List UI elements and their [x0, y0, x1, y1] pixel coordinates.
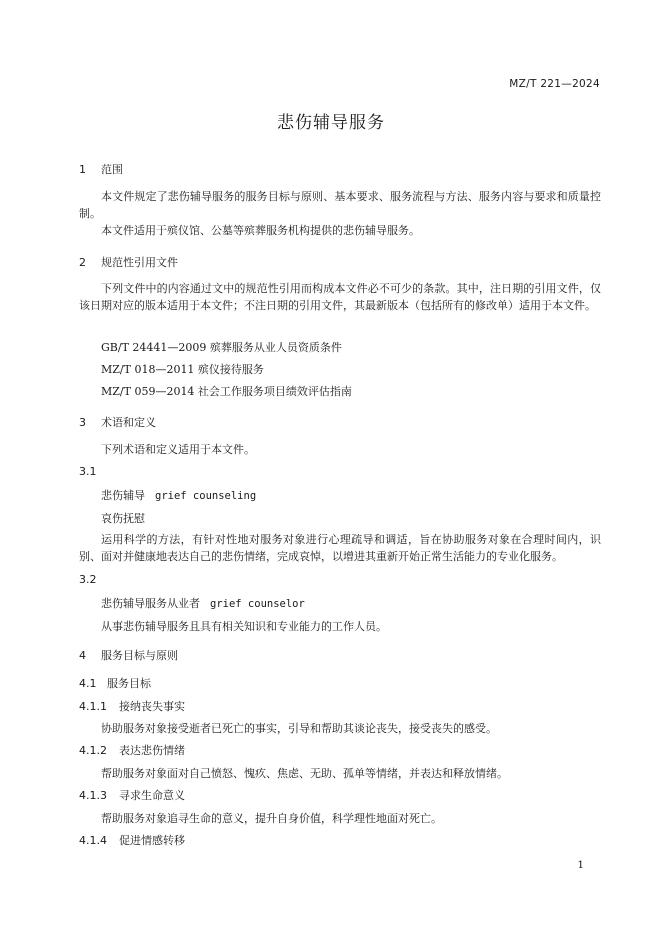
document-title: 悲伤辅导服务 — [277, 113, 385, 133]
section-title: 范围 — [101, 163, 123, 176]
clause-number: 4.1.4 — [79, 834, 107, 847]
paragraph: 本文件规定了悲伤辅导服务的服务目标与原则、基本要求、服务流程与方法、服务内容与要求和质量控制。 — [79, 190, 601, 220]
section-title: 术语和定义 — [101, 416, 156, 429]
term-english: grief counseling — [155, 490, 257, 502]
clause-text: 帮助服务对象追寻生命的意义，提升自身价值，科学理性地面对死亡。 — [101, 812, 442, 825]
term-english: grief counselor — [210, 598, 305, 610]
reference-item: MZ/T 059—2014 社会工作服务项目绩效评估指南 — [101, 385, 352, 398]
section-number: 4 — [79, 649, 86, 662]
reference-item: GB/T 24441—2009 殡葬服务从业人员资质条件 — [101, 341, 342, 354]
subsection-heading — [79, 675, 151, 691]
section-heading — [79, 414, 156, 430]
term-name: 悲伤辅导服务从业者 — [101, 597, 200, 610]
page-number: 1 — [577, 859, 584, 871]
clause-title: 表达悲伤情绪 — [119, 744, 185, 757]
paragraph: 下列文件中的内容通过文中的规范性引用而构成本文件必不可少的条款。其中，注日期的引用文件，仅该日期对应的版本适用于本文件；不注日期的引用文件，其最新版本（包括所有的修改单）适用于本文件。 — [79, 282, 601, 312]
section-number: 1 — [79, 163, 86, 176]
section-heading — [79, 647, 178, 663]
clause-text: 协助服务对象接受逝者已死亡的事实，引导和帮助其谈论丧失，接受丧失的感受。 — [101, 722, 497, 735]
clause-number: 4.1.1 — [79, 700, 107, 713]
clause-title: 寻求生命意义 — [119, 789, 185, 802]
clause-heading — [79, 742, 185, 758]
paragraph: 本文件适用于殡仪馆、公墓等殡葬服务机构提供的悲伤辅导服务。 — [101, 224, 420, 237]
section-heading — [79, 254, 178, 270]
clause-number: 4.1.3 — [79, 789, 107, 802]
subsection-number: 4.1 — [79, 677, 97, 690]
reference-item: MZ/T 018—2011 殡仪接待服务 — [101, 363, 264, 376]
paragraph: 下列术语和定义适用于本文件。 — [101, 443, 255, 456]
term-entry — [101, 595, 305, 611]
standard-code: MZ/T 221—2024 — [509, 78, 600, 90]
clause-title: 促进情感转移 — [119, 834, 185, 847]
term-name: 悲伤辅导 — [101, 489, 145, 502]
clause-number: 4.1.2 — [79, 744, 107, 757]
clause-heading — [79, 787, 185, 803]
clause-title: 接纳丧失事实 — [119, 700, 185, 713]
clause-heading — [79, 698, 185, 714]
term-number: 3.1 — [79, 465, 97, 478]
term-entry — [101, 487, 256, 503]
clause-text: 帮助服务对象面对自己愤怒、愧疚、焦虑、无助、孤单等情绪，并表达和释放情绪。 — [101, 767, 508, 780]
section-number: 2 — [79, 256, 86, 269]
section-title: 服务目标与原则 — [101, 649, 178, 662]
section-number: 3 — [79, 416, 86, 429]
term-definition: 运用科学的方法，有针对性地对服务对象进行心理疏导和调适，旨在协助服务对象在合理时间内，识别、面对并健康地表达自己的悲伤情绪，完成哀悼，以增进其重新开始正常生活能力的专业化服务。 — [79, 533, 601, 563]
subsection-title: 服务目标 — [107, 677, 151, 690]
clause-heading — [79, 832, 185, 848]
term-synonym: 哀伤抚慰 — [101, 512, 145, 525]
section-title: 规范性引用文件 — [101, 256, 178, 269]
section-heading — [79, 161, 123, 177]
term-definition: 从事悲伤辅导服务且具有相关知识和专业能力的工作人员。 — [101, 620, 387, 633]
term-number: 3.2 — [79, 573, 97, 586]
